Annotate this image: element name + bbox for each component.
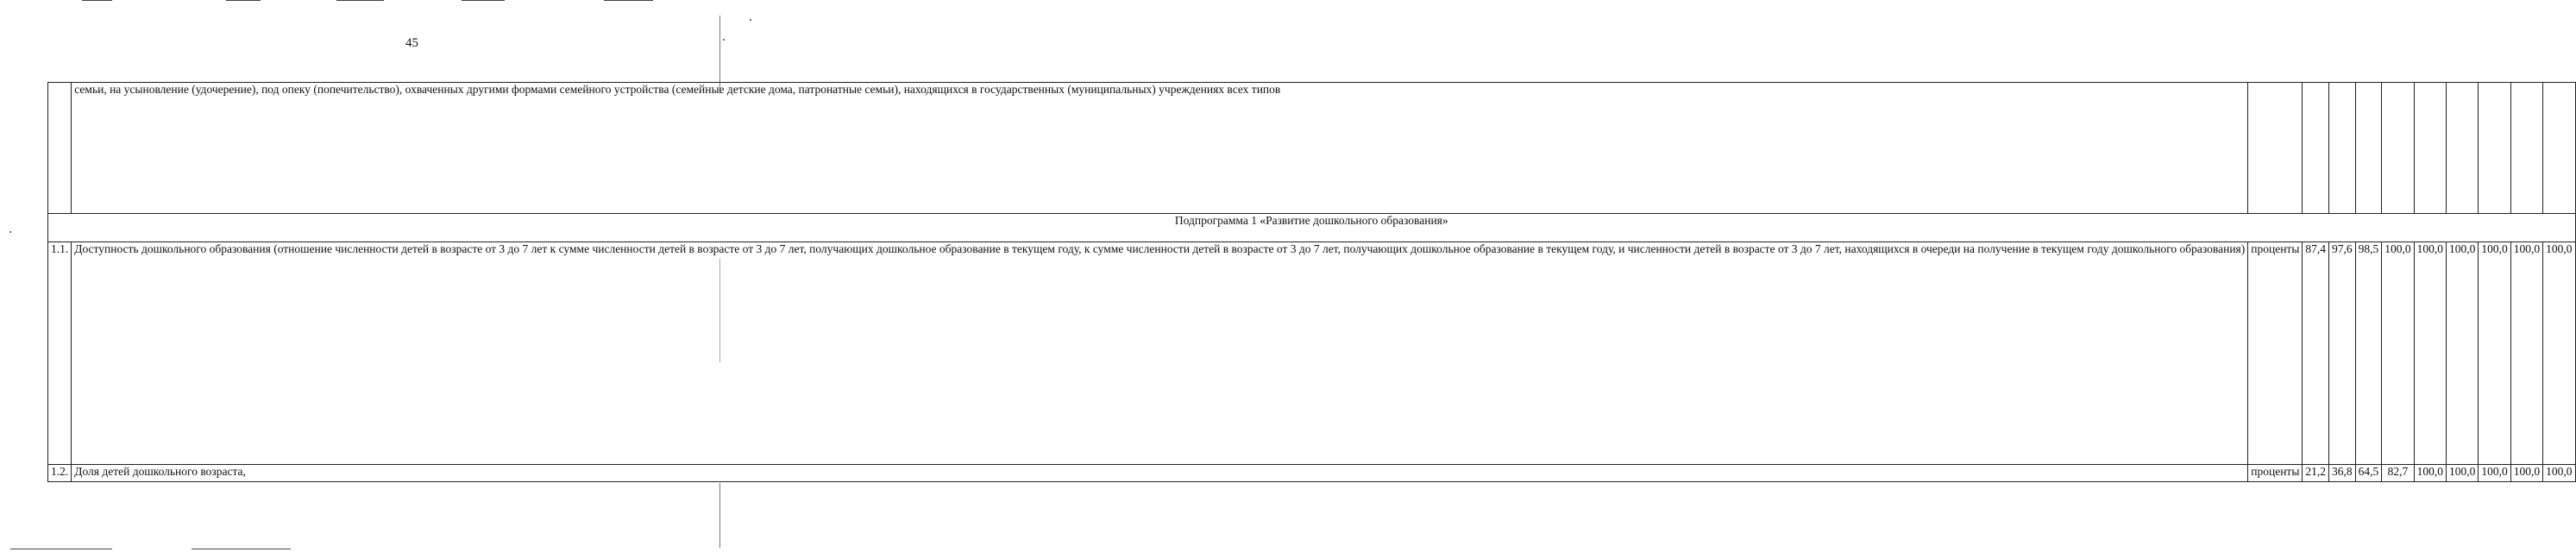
unit-cell: проценты xyxy=(2248,465,2303,482)
value-cell xyxy=(2479,83,2510,214)
unit-cell: проценты xyxy=(2248,242,2303,465)
row-number: 1.2. xyxy=(48,465,72,482)
table-row xyxy=(48,242,2576,465)
indicators-table xyxy=(47,82,2576,482)
value-cell xyxy=(2303,83,2329,214)
value-cell: 87,4 xyxy=(2303,242,2329,465)
scan-line xyxy=(82,0,112,1)
value-cell xyxy=(2382,83,2414,214)
value-cell xyxy=(2510,83,2542,214)
value-cell: 36,8 xyxy=(2329,465,2356,482)
value-cell: 82,7 xyxy=(2382,465,2414,482)
value-cell: 100,0 xyxy=(2543,465,2575,482)
value-cell: 100,0 xyxy=(2447,465,2479,482)
row-number: 1.1. xyxy=(48,242,72,465)
value-cell xyxy=(2447,83,2479,214)
margin-mark xyxy=(719,483,720,548)
value-cell: 100,0 xyxy=(2382,242,2414,465)
value-cell: 100,0 xyxy=(2447,242,2479,465)
table-row xyxy=(48,83,2576,214)
subprogram-title: Подпрограмма 1 «Развитие дошкольного образования» xyxy=(48,214,2576,242)
value-cell: 100,0 xyxy=(2479,465,2510,482)
scan-line xyxy=(462,0,505,1)
value-cell xyxy=(2329,83,2356,214)
value-cell: 100,0 xyxy=(2510,242,2542,465)
value-cell xyxy=(2355,83,2382,214)
row-description: семьи, на усыновление (удочерение), под опеку (попечительство), охваченных другими формами семейного устройства (семейные детские дома, патронатные семьи), находящихся в государственных (муниципальных) учреждениях всех типов xyxy=(72,83,2248,214)
scan-speck xyxy=(750,19,751,21)
value-cell xyxy=(2543,83,2575,214)
value-cell: 21,2 xyxy=(2303,465,2329,482)
scan-line xyxy=(604,0,653,1)
value-cell: 100,0 xyxy=(2414,465,2446,482)
row-description: Доступность дошкольного образования (отношение численности детей в возрасте от 3 до 7 лет к сумме численности детей в возрасте от 3 до 7 лет, получающих дошкольное образование в текущем году, к сумме численности детей в возрасте от 3 до 7 лет, получающих дошкольное образование в текущем году, и численности детей в возрасте от 3 до 7 лет, находящихся в очереди на получение в текущем году дошкольного образования) xyxy=(72,242,2248,465)
value-cell: 100,0 xyxy=(2510,465,2542,482)
subprogram-row xyxy=(48,214,2576,242)
table-row xyxy=(48,465,2576,482)
value-cell: 100,0 xyxy=(2414,242,2446,465)
page-number: 45 xyxy=(405,36,418,50)
value-cell: 100,0 xyxy=(2479,242,2510,465)
value-cell xyxy=(2414,83,2446,214)
scan-line xyxy=(336,0,384,1)
scan-line xyxy=(226,0,261,1)
row-number-cell xyxy=(48,83,72,214)
value-cell: 100,0 xyxy=(2543,242,2575,465)
value-cell: 64,5 xyxy=(2355,465,2382,482)
unit-cell xyxy=(2248,83,2303,214)
value-cell: 97,6 xyxy=(2329,242,2356,465)
row-description: Доля детей дошкольного возраста, xyxy=(72,465,2248,482)
value-cell: 98,5 xyxy=(2355,242,2382,465)
scan-speck xyxy=(9,231,11,233)
